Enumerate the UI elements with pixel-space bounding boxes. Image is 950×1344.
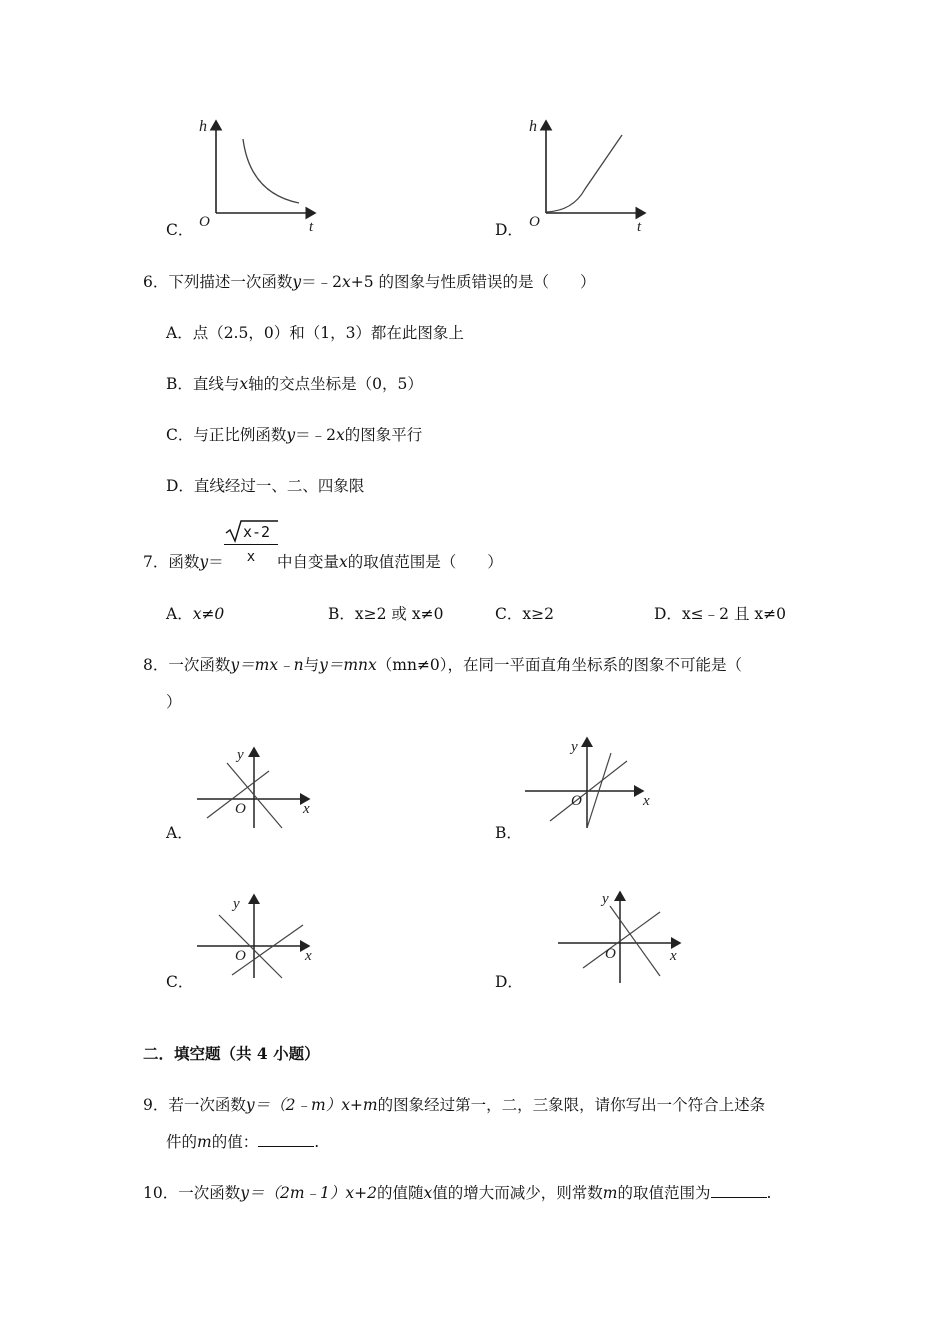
q7-stem-lead: 7．函数y＝ — [143, 553, 224, 571]
q8-stem-close: ） — [166, 693, 182, 711]
q7-denominator: x — [246, 549, 256, 565]
q8-stem: 8．一次函数y＝mx﹣n与y＝mnx（mn≠0），在同一平面直角坐标系的图象不可能是（ — [143, 656, 743, 674]
q5-option-c-graph — [195, 113, 325, 233]
svg-text:x: x — [670, 948, 677, 964]
svg-text:y: y — [602, 891, 609, 907]
svg-text:O: O — [235, 801, 246, 817]
q7-option-d: D．x≤﹣2 且 x≠0 — [654, 605, 786, 623]
q6-option-b: B．直线与x轴的交点坐标是（0，5） — [166, 375, 423, 393]
q9-line1: 9．若一次函数y＝（2﹣m）x+m的图象经过第一，二，三象限，请你写出一个符合上述条 — [143, 1096, 766, 1114]
svg-text:O: O — [571, 793, 582, 809]
q7-option-a: A．x≠0 — [166, 605, 225, 623]
q9-answer-blank[interactable] — [258, 1132, 314, 1147]
q5d-h-label: h — [529, 118, 537, 135]
q8-option-a-graph — [197, 743, 327, 838]
q5-option-d-graph — [525, 113, 655, 233]
q6-option-d: D．直线经过一、二、四象限 — [166, 477, 365, 495]
q7-stem-tail: 中自变量x的取值范围是（ ） — [277, 553, 503, 571]
q5c-h-label: h — [199, 118, 207, 135]
q5d-t-label: t — [637, 219, 642, 235]
q9-line2: 件的m的值： . — [166, 1133, 320, 1151]
q5d-origin-label: O — [529, 214, 540, 230]
q5c-origin-label: O — [199, 214, 210, 230]
q7-option-c: C．x≥2 — [495, 605, 554, 623]
q8-option-b-label: B． — [495, 824, 522, 842]
svg-text:x: x — [305, 948, 312, 964]
q8-option-c-graph — [197, 890, 327, 985]
svg-text:y: y — [571, 739, 578, 755]
q5-option-d-label: D． — [495, 221, 523, 239]
q6-option-c: C．与正比例函数y＝﹣2x的图象平行 — [166, 426, 423, 444]
q5c-t-label: t — [309, 219, 314, 235]
q10-stem: 10．一次函数y＝（2m﹣1）x+2的值随x值的增大而减少，则常数m的取值范围为 . — [143, 1184, 772, 1202]
q6-option-a: A．点（2.5，0）和（1，3）都在此图象上 — [166, 324, 464, 342]
svg-text:O: O — [605, 946, 616, 962]
q6-stem: 6．下列描述一次函数y＝﹣2x+5 的图象与性质错误的是（ ） — [143, 273, 596, 291]
svg-text:O: O — [235, 948, 246, 964]
q7-numerator: x-2 — [243, 523, 271, 541]
q6-number: 6． — [143, 273, 169, 291]
q8-option-c-label: C． — [166, 973, 194, 991]
svg-text:x: x — [303, 801, 310, 817]
q8-option-b-graph — [525, 733, 665, 828]
svg-text:y: y — [237, 747, 244, 763]
q8-option-d-label: D． — [495, 973, 523, 991]
svg-text:y: y — [233, 896, 240, 912]
q7-option-b: B．x≥2 或 x≠0 — [328, 605, 444, 623]
q7-fraction — [224, 518, 278, 565]
q8-option-a-label: A． — [166, 824, 193, 842]
section-2-title: 二．填空题（共 4 小题） — [143, 1044, 320, 1063]
q8-option-d-graph — [558, 888, 698, 988]
q10-answer-blank[interactable] — [711, 1183, 767, 1198]
q5-option-c-label: C． — [166, 221, 194, 239]
svg-text:x: x — [643, 793, 650, 809]
